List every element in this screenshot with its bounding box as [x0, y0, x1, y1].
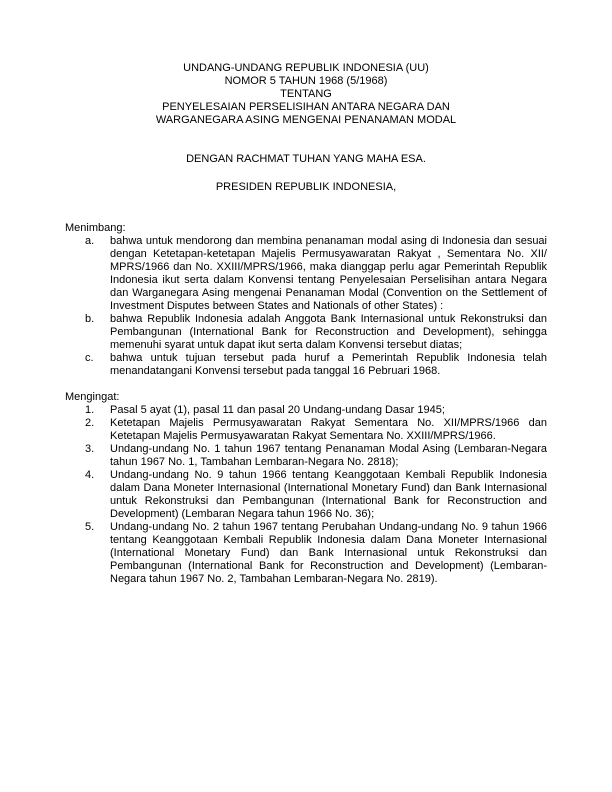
mengingat-item-4 [65, 469, 547, 521]
item-text: Undang-undang No. 1 tahun 1967 tentang Penanaman Modal Asing (Lembaran-Negara tahun 1967 No. 1, Tambahan Lembaran-Negara No. 2818); [110, 443, 547, 468]
item-label: 2. [85, 417, 95, 429]
item-text: bahwa untuk mendorong dan membina penanaman modal asing di Indonesia dan sesuai dengan Ketetapan-ketetapan Majelis Permusyawaratan Rakyat , Sementara No. XII/ MPRS/1966 dan No. XXIII/MPRS/1966, maka dianggap perlu agar Pemerintah Republik Indonesia ikut serta dalam Konvensi tentang Penyelesaian Perselisihan antara Negara dan Warganegara Asing mengenai Penanaman Modal (Convention on the Settlement of Investment Disputes between States and Nationals of other States) : [110, 235, 547, 312]
menimbang-item-c [65, 352, 547, 378]
mengingat-item-3 [65, 443, 547, 469]
item-label: c. [85, 352, 94, 364]
document-title-block [65, 62, 547, 127]
title-line-2: NOMOR 5 TAHUN 1968 (5/1968) [224, 75, 388, 87]
item-text: Undang-undang No. 9 tahun 1966 tentang Keanggotaan Kembali Republik Indonesia dalam Dana Moneter Internasional (International Monetary Fund) dan Bank Internasional untuk Rekonstruksi dan Pembangunan (International Bank for Reconstruction and Development) (Lembaran Negara tahun 1966 No. 36); [110, 469, 547, 520]
menimbang-item-b [65, 313, 547, 352]
mengingat-item-1 [65, 404, 547, 417]
president-line: PRESIDEN REPUBLIK INDONESIA, [215, 181, 397, 193]
item-text: Ketetapan Majelis Permusyawaratan Rakyat Sementara No. XII/MPRS/1966 dan Ketetapan Majelis Permusyawaratan Rakyat Sementara No. XXIII/MPRS/1966. [110, 417, 547, 442]
item-label: 4. [85, 469, 95, 481]
title-line-3: TENTANG [280, 88, 332, 100]
item-text: bahwa Republik Indonesia adalah Anggota Bank Internasional untuk Rekonstruksi dan Pembangunan (International Bank for Reconstruction and Development), sehingga memenuhi syarat untuk dapat ikut serta dalam Konvensi tersebut diatas; [110, 313, 547, 351]
title-line-4: PENYELESAIAN PERSELISIHAN ANTARA NEGARA DAN [162, 101, 450, 113]
mengingat-section [65, 391, 547, 586]
item-label: 5. [85, 521, 95, 533]
item-label: b. [85, 313, 95, 325]
item-text: Undang-undang No. 2 tahun 1967 tentang Perubahan Undang-undang No. 9 tahun 1966 tentang Keanggotaan Kembali Republik Indonesia dalam Dana Moneter Internasional (International Monetary Fund) dan Bank Internasional untuk Rekonstruksi dan Pembangunan (International Bank for Reconstruction and Development) (Lembaran-Negara tahun 1967 No. 2, Tambahan Lembaran-Negara No. 2819). [110, 521, 547, 585]
item-text: bahwa untuk tujuan tersebut pada huruf a Pemerintah Republik Indonesia telah menandatangani Konvensi tersebut pada tanggal 16 Pebruari 1968. [110, 352, 547, 377]
title-line-5: WARGANEGARA ASING MENGENAI PENANAMAN MODAL [155, 114, 457, 126]
item-label: 3. [85, 443, 95, 455]
item-label: 1. [85, 404, 95, 416]
mengingat-item-2 [65, 417, 547, 443]
mengingat-item-5 [65, 521, 547, 586]
menimbang-heading: Menimbang: [65, 222, 126, 234]
menimbang-item-a [65, 235, 547, 313]
item-text: Pasal 5 ayat (1), pasal 11 dan pasal 20 Undang-undang Dasar 1945; [110, 404, 445, 416]
mengingat-heading: Mengingat: [65, 391, 120, 403]
title-line-1: UNDANG-UNDANG REPUBLIK INDONESIA (UU) [183, 62, 429, 74]
item-label: a. [85, 235, 95, 247]
menimbang-section [65, 222, 547, 378]
invocation-line: DENGAN RACHMAT TUHAN YANG MAHA ESA. [186, 153, 426, 165]
